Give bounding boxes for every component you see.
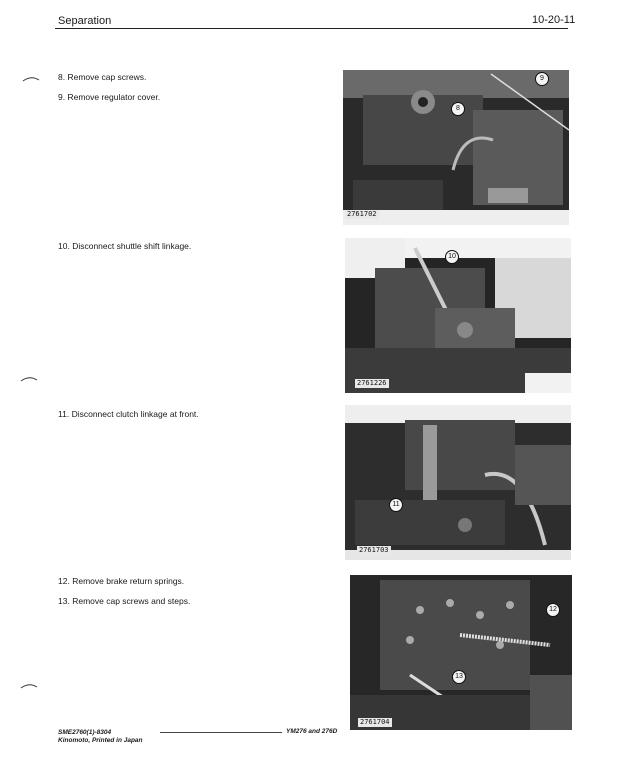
photo-clutch-linkage	[345, 405, 571, 560]
step-number: 13.	[58, 596, 70, 606]
callout-11: 11	[389, 498, 403, 512]
footer-printed: Kinomoto, Printed in Japan	[58, 737, 143, 744]
callout-8: 8	[451, 102, 465, 116]
photo-graphic	[343, 70, 569, 225]
step-11	[58, 409, 199, 419]
photo-code: 2761704	[360, 718, 390, 726]
footer-model: YM276 and 276D	[286, 728, 338, 735]
page-number: 10-20-11	[532, 14, 576, 26]
photo-regulator-cover	[343, 70, 569, 225]
step-text: Disconnect shuttle shift linkage.	[72, 241, 192, 251]
step-13	[58, 596, 190, 606]
photo-brake-springs	[350, 575, 572, 730]
step-number: 9.	[58, 92, 66, 102]
step-10	[58, 241, 191, 251]
step-number: 12.	[58, 576, 70, 586]
margin-mark	[20, 683, 38, 689]
margin-mark	[22, 76, 40, 82]
step-number: 8.	[58, 72, 66, 82]
footer-doc-code: SME2760(1)-8304	[58, 729, 112, 736]
step-number: 11.	[58, 409, 70, 419]
photo-graphic	[350, 575, 572, 730]
photo-code: 2761703	[359, 546, 389, 554]
callout-10: 10	[445, 250, 459, 264]
margin-mark	[20, 376, 38, 382]
callout-13: 13	[452, 670, 466, 684]
step-12	[58, 576, 184, 586]
photo-code: 2761702	[347, 210, 377, 218]
step-text: Remove brake return springs.	[72, 576, 185, 586]
header-rule	[55, 28, 568, 29]
photo-shuttle-linkage	[345, 238, 571, 393]
footer-rule	[160, 732, 282, 733]
step-number: 10.	[58, 241, 70, 251]
step-text: Remove regulator cover.	[67, 92, 161, 102]
callout-12: 12	[546, 603, 560, 617]
step-text: Remove cap screws and steps.	[72, 596, 191, 606]
section-title: Separation	[58, 15, 112, 27]
footer-doc-info	[58, 729, 143, 745]
step-8	[58, 72, 146, 82]
photo-code: 2761226	[357, 379, 387, 387]
photo-graphic	[345, 238, 571, 393]
step-text: Disconnect clutch linkage at front.	[71, 409, 199, 419]
step-9	[58, 92, 160, 102]
photo-graphic	[345, 405, 571, 560]
step-text: Remove cap screws.	[67, 72, 147, 82]
callout-9: 9	[535, 72, 549, 86]
